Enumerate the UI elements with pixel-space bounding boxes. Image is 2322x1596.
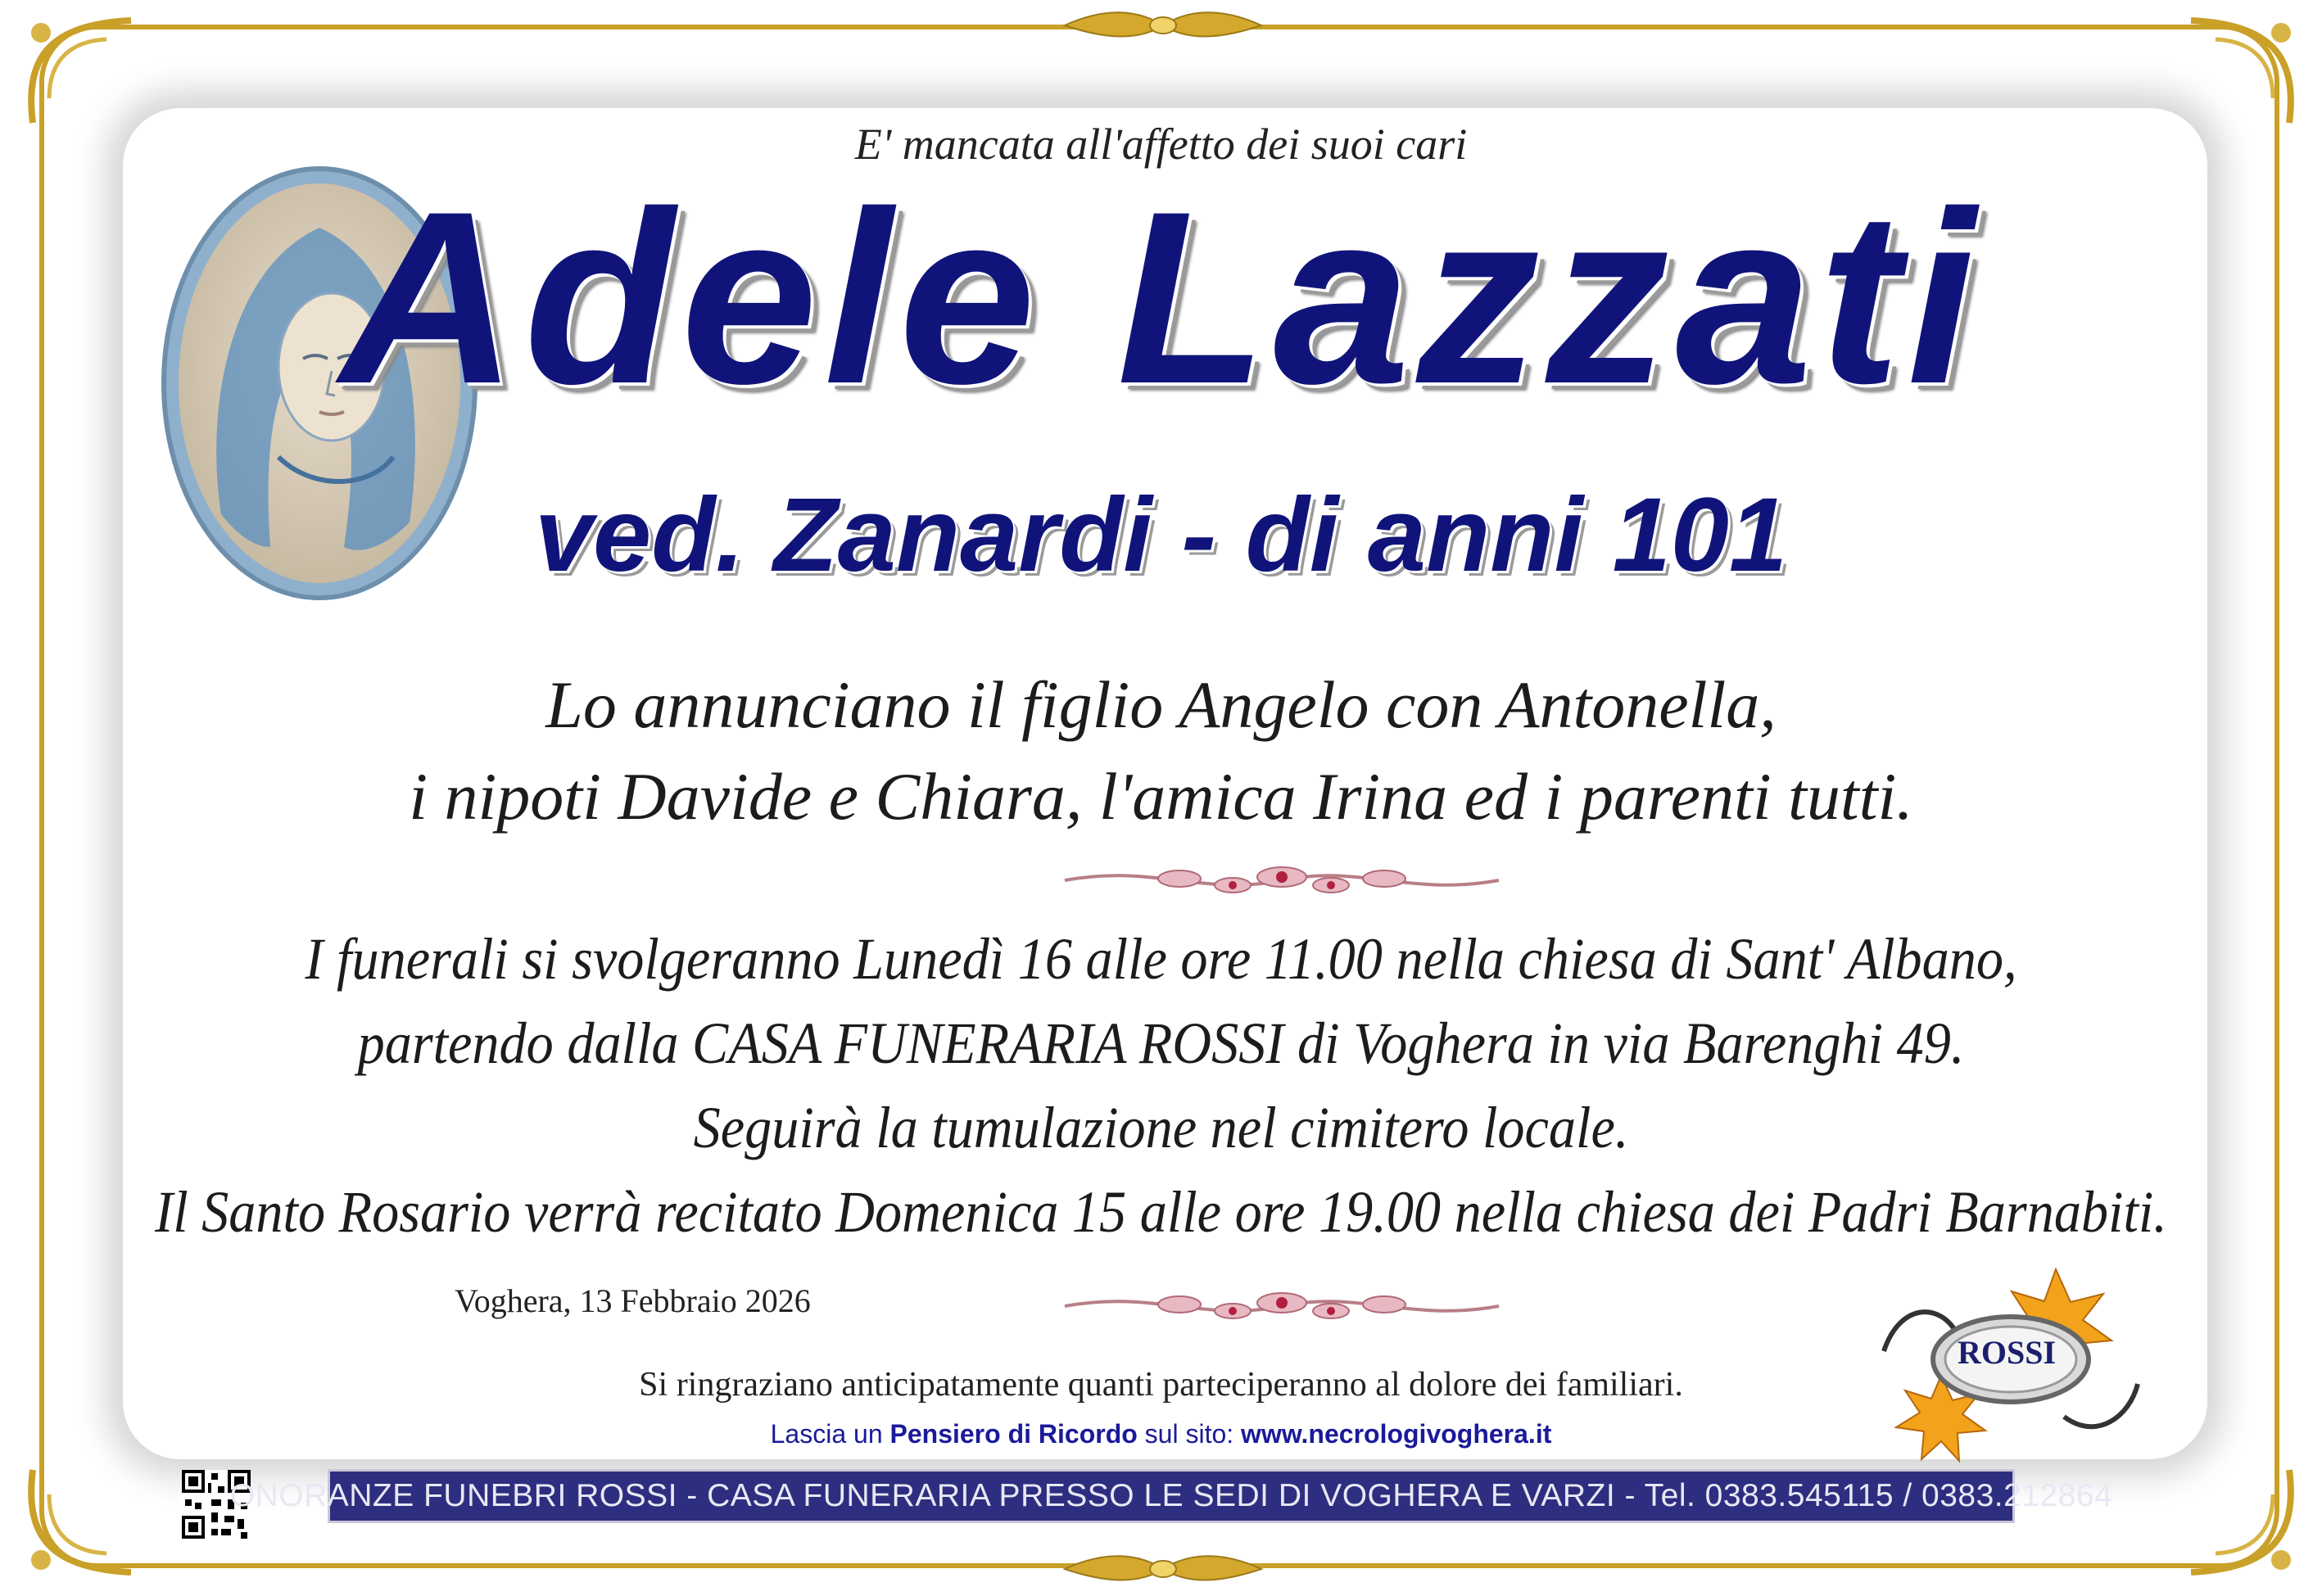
intro-text: E' mancata all'affetto dei suoi cari <box>854 120 1468 169</box>
link-prefix: Lascia un <box>770 1419 890 1449</box>
announcement-line: Lo annunciano il figlio Angelo con Antonella, <box>545 667 1777 742</box>
floral-divider-icon <box>1057 1282 1507 1331</box>
corner-ornament-icon <box>2183 1462 2306 1585</box>
funeral-info-block <box>93 917 2229 1255</box>
corner-ornament-icon <box>16 8 139 131</box>
announcement-line: i nipoti Davide e Chiara, l'amica Irina ed i parenti tutti. <box>409 759 1913 834</box>
funeral-line: partendo dalla CASA FUNERARIA ROSSI di Voghera in via Barenghi 49. <box>357 1010 1965 1076</box>
corner-ornament-icon <box>16 1462 139 1585</box>
corner-ornament-icon <box>2183 8 2306 131</box>
top-ornament-icon <box>1057 7 1270 44</box>
funeral-line: I funerali si svolgeranno Lunedì 16 alle ore 11.00 nella chiesa di Sant' Albano, <box>305 926 2017 992</box>
link-website[interactable]: www.necrologivoghera.it <box>1241 1419 1552 1449</box>
link-memory-label[interactable]: Pensiero di Ricordo <box>889 1419 1138 1449</box>
bottom-ornament-icon <box>1057 1550 1270 1588</box>
footer-bar <box>229 1469 2113 1523</box>
deceased-subtitle: ved. Zanardi - di anni 101 <box>534 477 1788 594</box>
floral-divider-icon <box>1057 856 1507 905</box>
footer-text: ONORANZE FUNEBRI ROSSI - CASA FUNERARIA PRESSO LE SEDI DI VOGHERA E VARZI - Tel. 0383.545115 / 0383.212864 <box>229 1478 2113 1513</box>
funeral-line: Il Santo Rosario verrà recitato Domenica 15 alle ore 19.00 nella chiesa dei Padri Barnabiti. <box>155 1179 2167 1245</box>
funeral-line: Seguirà la tumulazione nel cimitero locale. <box>693 1095 1629 1160</box>
deceased-name: Adele Lazzati <box>340 160 1982 435</box>
rossi-logo-text: ROSSI <box>1957 1334 2057 1371</box>
announcement-block <box>0 659 2322 843</box>
thanks-text: Si ringraziano anticipatamente quanti parteciperanno al dolore dei familiari. <box>639 1366 1683 1404</box>
notice-date: Voghera, 13 Febbraio 2026 <box>455 1282 811 1319</box>
link-middle: sul sito: <box>1137 1419 1242 1449</box>
